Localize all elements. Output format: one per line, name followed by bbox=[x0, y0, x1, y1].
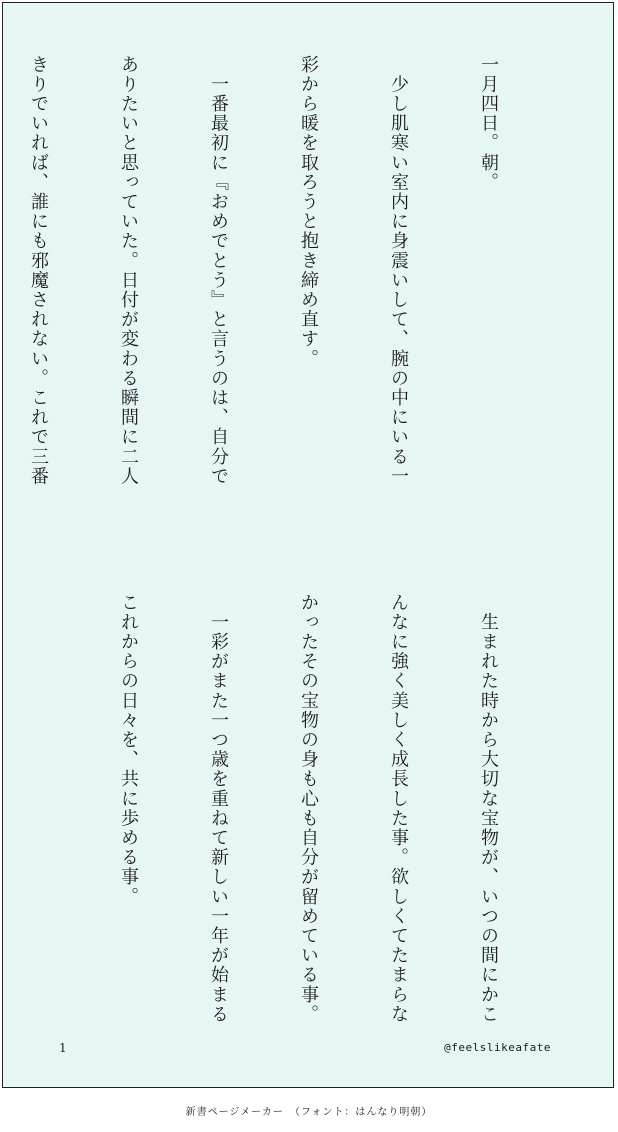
text-line: 一月四日。朝。 bbox=[478, 55, 499, 193]
novel-page bbox=[2, 2, 614, 1088]
footer-credit: 新書ページメーカー （フォント：はんなり明朝） bbox=[185, 1107, 433, 1118]
text-line: 一彩がまた一つ歳を重ねて新しい一年が始まる bbox=[208, 593, 229, 1025]
author-handle: @feelslikeafate bbox=[444, 1041, 551, 1054]
blank-line bbox=[23, 593, 53, 993]
text-line: 彩から暖を取ろうと抱き締め直す。 bbox=[298, 55, 319, 369]
text-block-top bbox=[2, 55, 563, 530]
text-line: これからの日々を、共に歩める事。 bbox=[118, 593, 139, 907]
text-line: 生まれた時から大切な宝物が、いつの間にかこ bbox=[478, 593, 499, 1025]
page-number: 1 bbox=[59, 1041, 67, 1055]
text-line: 少し肌寒い室内に身震いして、腕の中にいる一 bbox=[388, 55, 409, 487]
text-line: ありたいと思っていた。日付が変わる瞬間に二人 bbox=[118, 55, 139, 487]
text-line: んなに強く美しく成長した事。欲しくてたまらな bbox=[388, 593, 409, 1025]
text-line: きりでいれば、誰にも邪魔されない。これで三番 bbox=[28, 55, 49, 487]
text-line: かったその宝物の身も心も自分が留めている事。 bbox=[298, 593, 319, 1025]
text-line: 一番最初に『おめでとう』と言うのは、自分で bbox=[208, 55, 229, 487]
text-block-bottom bbox=[2, 593, 563, 1025]
